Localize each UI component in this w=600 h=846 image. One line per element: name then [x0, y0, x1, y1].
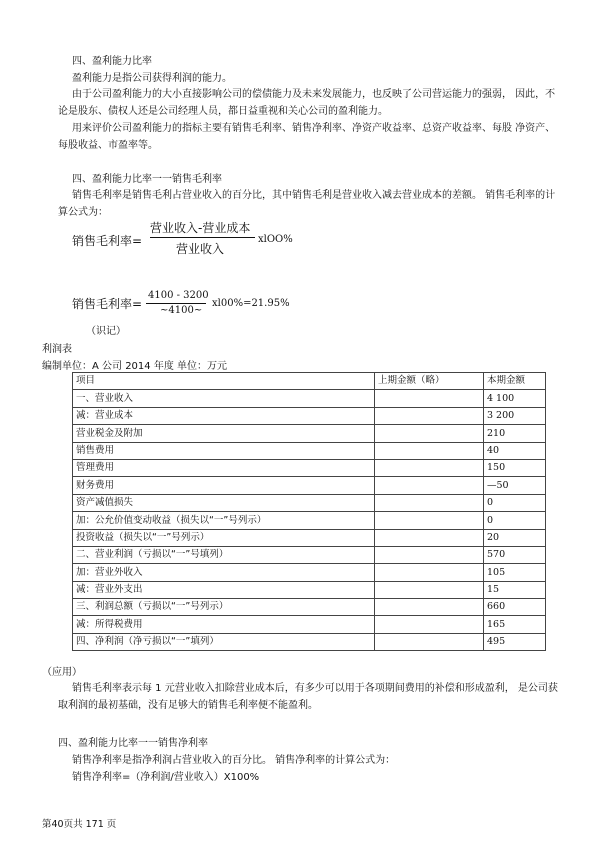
formula-numerator: 4100 - 3200	[148, 290, 209, 301]
formula-suffix: xl00%=21.95%	[212, 298, 290, 309]
row-item: 二、营业利润（亏损以“一”号填列）	[73, 546, 375, 563]
table-title: 利润表	[42, 344, 72, 355]
paragraph-gross-margin-meaning: 销售毛利率表示每 1 元营业收入扣除营业成本后，有多少可以用于各项期间费用的补偿和形成盈利， 是公司获取利润的最初基础，没有足够大的销售毛利率便不能盈利。	[58, 683, 558, 711]
row-current: 20	[483, 529, 545, 546]
table-row	[73, 425, 546, 442]
row-previous	[375, 546, 484, 563]
table-row	[73, 599, 546, 616]
paragraph-gross-margin-definition: 销售毛利率是销售毛利占营业收入的百分比，其中销售毛利是营业收入减去营业成本的差额。 销售毛利率的计算公式为：	[58, 190, 556, 218]
row-current: 165	[483, 616, 545, 633]
formula-lhs: 销售毛利率=	[72, 234, 143, 248]
table-row	[73, 633, 546, 650]
table-row	[73, 581, 546, 598]
formula-numerator: 营业收入-营业成本	[150, 221, 251, 235]
fraction-bar	[146, 303, 206, 304]
table-row	[73, 407, 546, 424]
row-item: 减：所得税费用	[73, 616, 375, 633]
table-header-row	[73, 373, 546, 390]
income-statement-table	[72, 372, 546, 651]
table-row	[73, 546, 546, 563]
formula-net-margin: 销售净利率=（净利润/营业收入）X100%	[72, 772, 260, 783]
row-previous	[375, 529, 484, 546]
row-item: 一、营业收入	[73, 390, 375, 407]
row-previous	[375, 390, 484, 407]
paragraph-indicators: 用来评价公司盈利能力的指标主要有销售毛利率、销售净利率、净资产收益率、总资产收益率、每股 净资产、每股收益、市盈率等。	[58, 123, 556, 151]
row-item: 资产减值损失	[73, 494, 375, 511]
table-row	[73, 494, 546, 511]
section-heading-gross-margin: 四、盈利能力比率一一销售毛利率	[72, 174, 222, 185]
note-memorize: （识记）	[86, 326, 126, 337]
row-previous	[375, 425, 484, 442]
row-previous	[375, 407, 484, 424]
paragraph-net-margin-definition: 销售净利率是指净利润占营业收入的百分比。 销售净利率的计算公式为：	[72, 755, 396, 766]
row-current: 495	[483, 633, 545, 650]
table-row	[73, 459, 546, 476]
row-previous	[375, 599, 484, 616]
table-row	[73, 477, 546, 494]
paragraph-definition: 盈利能力是指公司获得利润的能力。	[72, 73, 232, 84]
row-current: 0	[483, 512, 545, 529]
formula-lhs: 销售毛利率=	[72, 297, 143, 311]
row-item: 加：公允价值变动收益（损失以“一”号列示）	[73, 512, 375, 529]
row-current: 40	[483, 442, 545, 459]
row-current: 570	[483, 546, 545, 563]
table-row	[73, 442, 546, 459]
row-current: 150	[483, 459, 545, 476]
row-previous	[375, 581, 484, 598]
row-previous	[375, 616, 484, 633]
header-previous: 上期金额（略）	[375, 373, 484, 390]
note-application: （应用）	[42, 667, 82, 678]
row-previous	[375, 633, 484, 650]
formula-denominator: ~4100~	[160, 305, 203, 316]
header-item: 项目	[73, 373, 375, 390]
row-item: 四、净利润（净亏损以“一”填列）	[73, 633, 375, 650]
row-item: 营业税金及附加	[73, 425, 375, 442]
row-item: 减：营业成本	[73, 407, 375, 424]
row-item: 加：营业外收入	[73, 564, 375, 581]
row-previous	[375, 494, 484, 511]
formula-suffix: xlOO%	[258, 234, 293, 245]
row-previous	[375, 477, 484, 494]
section-heading-net-margin: 四、盈利能力比率一一销售净利率	[58, 738, 208, 749]
row-previous	[375, 512, 484, 529]
row-item: 减：营业外支出	[73, 581, 375, 598]
paragraph-importance: 由于公司盈利能力的大小直接影响公司的偿债能力及未来发展能力，也反映了公司营运能力的强弱， 因此，不论是股东、债权人还是公司经理人员，都日益重视和关心公司的盈利能力。	[58, 89, 556, 117]
row-current: 105	[483, 564, 545, 581]
table-row	[73, 512, 546, 529]
row-item: 销售费用	[73, 442, 375, 459]
row-item: 三、利润总额（亏损以“一”号列示）	[73, 599, 375, 616]
table-row	[73, 564, 546, 581]
table-row	[73, 390, 546, 407]
table-row	[73, 616, 546, 633]
row-previous	[375, 459, 484, 476]
row-item: 投资收益（损失以“一”号列示）	[73, 529, 375, 546]
row-current: 3 200	[483, 407, 545, 424]
row-current: 210	[483, 425, 545, 442]
row-current: 660	[483, 599, 545, 616]
row-item: 财务费用	[73, 477, 375, 494]
row-current: 4 100	[483, 390, 545, 407]
header-current: 本期金额	[483, 373, 545, 390]
row-item: 管理费用	[73, 459, 375, 476]
row-previous	[375, 442, 484, 459]
formula-denominator: 营业收入	[176, 242, 225, 256]
section-heading-profitability: 四、盈利能力比率	[72, 56, 152, 67]
table-subtitle: 编制单位：A 公司 2014 年度 单位：万元	[42, 361, 228, 372]
row-current: 15	[483, 581, 545, 598]
table-row	[73, 529, 546, 546]
row-current: —50	[483, 477, 545, 494]
row-current: 0	[483, 494, 545, 511]
fraction-bar	[150, 237, 255, 238]
row-previous	[375, 564, 484, 581]
page-number: 第40页共 171 页	[42, 819, 117, 830]
